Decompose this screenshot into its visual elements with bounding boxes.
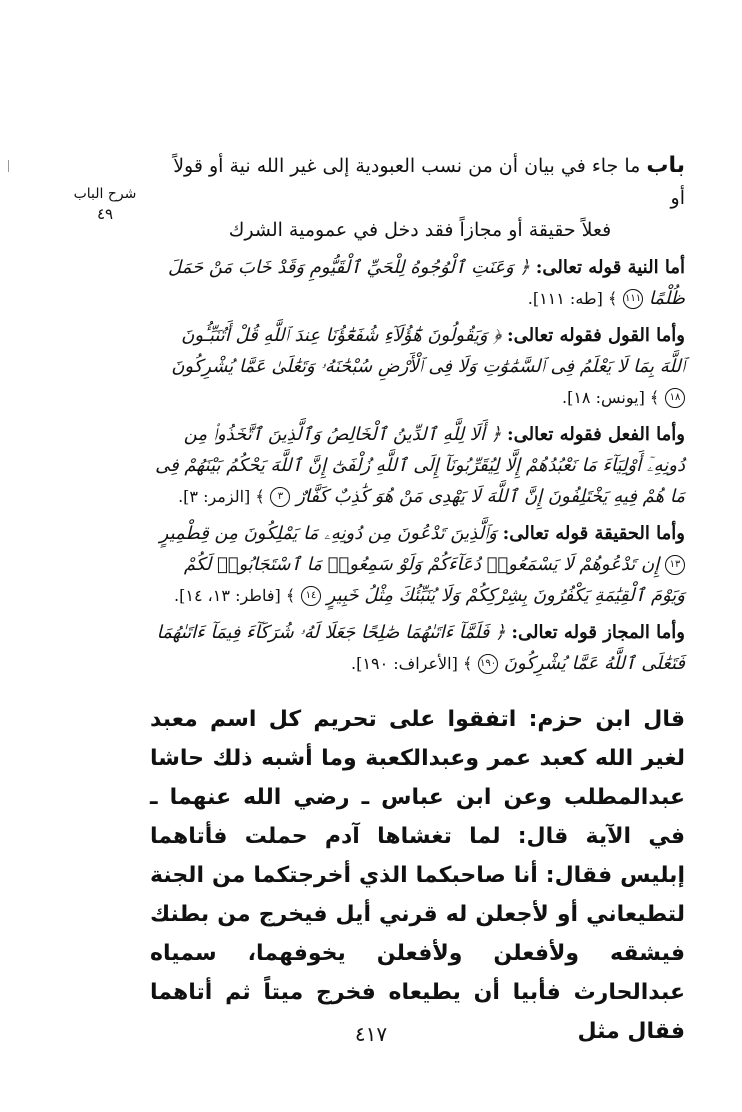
quran-quote: وَٱلَّذِينَ تَدْعُونَ مِن دُونِهِۦ مَا يَمْلِكُونَ مِن قِطْمِيرٍ (159, 523, 497, 544)
ayah-number-marker: ٣ (270, 487, 290, 507)
ayah-number-marker: ١٩٠ (478, 654, 498, 674)
section-reality (155, 518, 685, 611)
section-metaphor (155, 617, 685, 679)
page-number: ٤١٧ (354, 1022, 388, 1046)
quran-reference: ﴾ [الزمر: ٣]. (178, 487, 265, 506)
chapter-heading-line-2: فعلاً حقيقة أو مجازاً فقد دخل في عمومية الشرك (228, 219, 612, 241)
quran-quote: ﴿ فَلَمَّآ ءَاتَىٰهُمَا صَٰلِحًا جَعَلَا لَهُۥ شُرَكَآءَ فِيمَآ ءَاتَىٰهُمَا فَتَعَٰلَى ٱللَّهُ عَمَّا يُشْرِكُونَ (156, 622, 685, 674)
ayah-number-marker: ١٤ (301, 586, 321, 606)
ayah-number-marker: ١٨ (665, 388, 685, 408)
section-lead: وأما الفعل فقوله تعالى: (507, 424, 685, 445)
margin-note (60, 184, 150, 224)
chapter-keyword: باب (646, 153, 685, 178)
ayah-number-marker: ١١١ (623, 289, 643, 309)
section-lead: وأما القول فقوله تعالى: (506, 325, 685, 346)
quran-quote: ﴿ وَيَقُولُونَ هَٰٓؤُلَآءِ شُفَعَٰٓؤُنَا عِندَ ٱللَّهِ قُلْ أَتُنَبِّـُٔونَ ٱللَّهَ بِمَا لَا يَعْلَمُ فِى ٱلسَّمَٰوَٰتِ وَلَا فِى ٱلْأَرْضِ سُبْحَٰنَهُۥ وَتَعَٰلَىٰ عَمَّا يُشْرِكُونَ (171, 325, 685, 377)
quran-quote: ﴿ أَلَا لِلَّهِ ٱلدِّينُ ٱلْخَالِصُ وَٱلَّذِينَ ٱتَّخَذُوا۟ مِن دُونِهِۦٓ أَوْلِيَآءَ مَا نَعْبُدُهُمْ إِلَّا لِيُقَرِّبُونَآ إِلَى ٱللَّهِ زُلْفَىٰٓ إِنَّ ٱللَّهَ يَحْكُمُ بَيْنَهُمْ فِى مَا هُمْ فِيهِ يَخْتَلِفُونَ إِنَّ ٱللَّهَ لَا يَهْدِى مَنْ هُوَ كَٰذِبٌ كَفَّارٌ (155, 424, 685, 507)
section-lead: وأما الحقيقة قوله تعالى: (502, 523, 685, 544)
section-speech (155, 320, 685, 413)
chapter-heading-line-1 (155, 150, 685, 214)
quran-reference: ﴾ [طه: ١١١]. (527, 289, 618, 308)
ayah-number-marker: ١٣ (665, 555, 685, 575)
section-lead: أما النية قوله تعالى: (535, 257, 685, 278)
section-action (155, 419, 685, 512)
commentary-text: قال ابن حزم: اتفقوا على تحريم كل اسم معبد لغير الله كعبد عمر وعبدالكعبة وما أشبه ذلك حاشا عبدالمطلب وعن ابن عباس ـ رضي الله عنهما ـ في الآية قال: لما تغشاها آدم حملت فأتاهما إبليس فقال: أنا صاحبكما الذي أخرجتكما من الجنة لتطيعاني أو لأجعلن له قرني أيل فيخرج من بطنك فيشقه ولأفعلن ولأفعلن يخوفهما، سمياه عبدالحارث فأبيا أن يطيعاه فخرج ميتاً ثم أتاهما فقال مثل (150, 707, 685, 1044)
margin-note-label: شرح الباب (73, 186, 137, 202)
chapter-block (155, 150, 685, 679)
margin-note-number: ٤٩ (96, 205, 114, 223)
section-lead: وأما المجاز قوله تعالى: (511, 622, 685, 643)
section-intention (155, 252, 685, 314)
quran-quote: ﴿ وَعَنَتِ ٱلْوُجُوهُ لِلْحَيِّ ٱلْقَيُّومِ وَقَدْ خَابَ مَنْ حَمَلَ ظُلْمًا (168, 257, 685, 309)
quran-reference: ﴾ [يونس: ١٨]. (562, 388, 660, 407)
scan-edge-mark (8, 160, 9, 172)
quran-reference: ﴾ [فاطر: ١٣، ١٤]. (174, 586, 296, 605)
quran-quote-continued: إِن تَدْعُوهُمْ لَا يَسْمَعُوا۟ دُعَآءَكُمْ وَلَوْ سَمِعُوا۟ مَا ٱسْتَجَابُوا۟ لَكُمْ وَيَوْمَ ٱلْقِيَٰمَةِ يَكْفُرُونَ بِشِرْكِكُمْ وَلَا يُنَبِّئُكَ مِثْلُ خَبِيرٍ (183, 554, 685, 606)
chapter-title-part-1: ما جاء في بيان أن من نسب العبودية إلى غير الله نية أو قولاً أو (173, 155, 685, 209)
quran-reference: ﴾ [الأعراف: ١٩٠]. (351, 654, 473, 673)
